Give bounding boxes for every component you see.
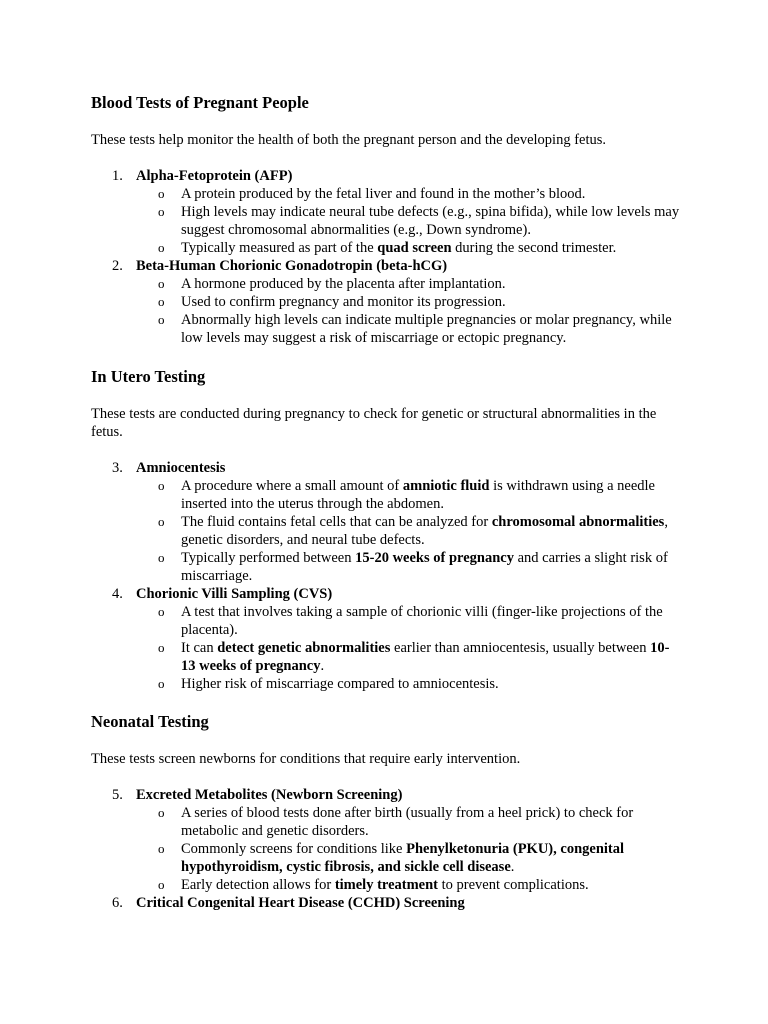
- list-bullet: [0, 293, 768, 311]
- list-bullet: [0, 675, 768, 693]
- list-bullet: [0, 239, 768, 257]
- list-bullet: [0, 639, 768, 675]
- section-heading: Blood Tests of Pregnant People: [91, 93, 309, 112]
- bullet-marker: o: [158, 877, 165, 892]
- list-item-number: 4.: [112, 586, 123, 602]
- list-item-number: 6.: [112, 895, 123, 911]
- list-item-title: [0, 167, 768, 185]
- list-bullet: [0, 477, 768, 513]
- bullet-marker: o: [158, 676, 165, 691]
- bullet-text: Typically performed between 15-20 weeks of pregnancy and carries a slight risk of miscarriage.: [181, 550, 668, 584]
- list-item-heading: Beta-Human Chorionic Gonadotropin (beta-hCG): [136, 258, 448, 274]
- section-heading: In Utero Testing: [91, 367, 206, 386]
- list-item-title: [0, 459, 768, 477]
- bullet-marker: o: [158, 805, 165, 820]
- bullet-text: Higher risk of miscarriage compared to amniocentesis.: [181, 676, 499, 692]
- list-item-title: [0, 786, 768, 804]
- section-intro: These tests help monitor the health of both the pregnant person and the developing fetus.: [91, 132, 607, 148]
- bullet-text: A series of blood tests done after birth (usually from a heel prick) to check for metabolic and genetic disorders.: [181, 805, 634, 839]
- list-bullet: [0, 275, 768, 293]
- list-bullet: [0, 603, 768, 639]
- list-item-number: 5.: [112, 787, 123, 803]
- numbered-list: [0, 786, 768, 912]
- bullet-text: Abnormally high levels can indicate multiple pregnancies or molar pregnancy, while low levels may suggest a risk of miscarriage or ectopic pregnancy.: [181, 312, 672, 346]
- list-bullet: [0, 185, 768, 203]
- bullet-marker: o: [158, 550, 165, 565]
- list-bullet: [0, 804, 768, 840]
- list-item-title: [0, 585, 768, 603]
- bullet-text: Early detection allows for timely treatment to prevent complications.: [181, 877, 589, 893]
- bullet-text: Typically measured as part of the quad screen during the second trimester.: [181, 240, 617, 256]
- bullet-marker: o: [158, 478, 165, 493]
- bullet-marker: o: [158, 276, 165, 291]
- bullet-marker: o: [158, 204, 165, 219]
- bullet-marker: o: [158, 604, 165, 619]
- list-item-number: 2.: [112, 258, 123, 274]
- section-heading: Neonatal Testing: [91, 712, 209, 731]
- list-item-heading: Alpha-Fetoprotein (AFP): [136, 168, 293, 184]
- bullet-text: A hormone produced by the placenta after implantation.: [181, 276, 506, 292]
- numbered-list: [0, 167, 768, 347]
- bullet-text: Used to confirm pregnancy and monitor its progression.: [181, 294, 506, 310]
- list-item-heading: Amniocentesis: [136, 460, 226, 476]
- bullet-marker: o: [158, 514, 165, 529]
- bullet-text: The fluid contains fetal cells that can be analyzed for chromosomal abnormalities, genetic disorders, and neural tube defects.: [181, 514, 668, 548]
- bullet-marker: o: [158, 640, 165, 655]
- list-item-heading: Chorionic Villi Sampling (CVS): [136, 586, 333, 602]
- list-bullet: [0, 203, 768, 239]
- section-intro: These tests screen newborns for conditions that require early intervention.: [91, 751, 521, 767]
- section-intro: These tests are conducted during pregnancy to check for genetic or structural abnormalities in the fetus.: [91, 406, 657, 440]
- list-item-heading: Critical Congenital Heart Disease (CCHD) Screening: [136, 895, 465, 911]
- list-bullet: [0, 876, 768, 894]
- bullet-text: Commonly screens for conditions like Phenylketonuria (PKU), congenital hypothyroidism, cystic fibrosis, and sickle cell disease.: [181, 841, 625, 875]
- bullet-marker: o: [158, 294, 165, 309]
- bullet-text: A procedure where a small amount of amniotic fluid is withdrawn using a needle inserted into the uterus through the abdomen.: [181, 478, 655, 512]
- numbered-list: [0, 459, 768, 693]
- list-bullet: [0, 311, 768, 347]
- bullet-marker: o: [158, 186, 165, 201]
- list-item-title: [0, 894, 768, 912]
- bullet-marker: o: [158, 841, 165, 856]
- bullet-text: A test that involves taking a sample of chorionic villi (finger-like projections of the placenta).: [181, 604, 663, 638]
- list-bullet: [0, 513, 768, 549]
- list-bullet: [0, 840, 768, 876]
- list-item-title: [0, 257, 768, 275]
- bullet-text: High levels may indicate neural tube defects (e.g., spina bifida), while low levels may suggest chromosomal abnormalities (e.g., Down syndrome).: [181, 204, 680, 238]
- list-item-number: 1.: [112, 168, 123, 184]
- list-bullet: [0, 549, 768, 585]
- bullet-marker: o: [158, 240, 165, 255]
- list-item-number: 3.: [112, 460, 123, 476]
- bullet-text: A protein produced by the fetal liver and found in the mother’s blood.: [181, 186, 586, 202]
- bullet-marker: o: [158, 312, 165, 327]
- bullet-text: It can detect genetic abnormalities earlier than amniocentesis, usually between 10-13 weeks of pregnancy.: [181, 640, 670, 674]
- list-item-heading: Excreted Metabolites (Newborn Screening): [136, 787, 403, 803]
